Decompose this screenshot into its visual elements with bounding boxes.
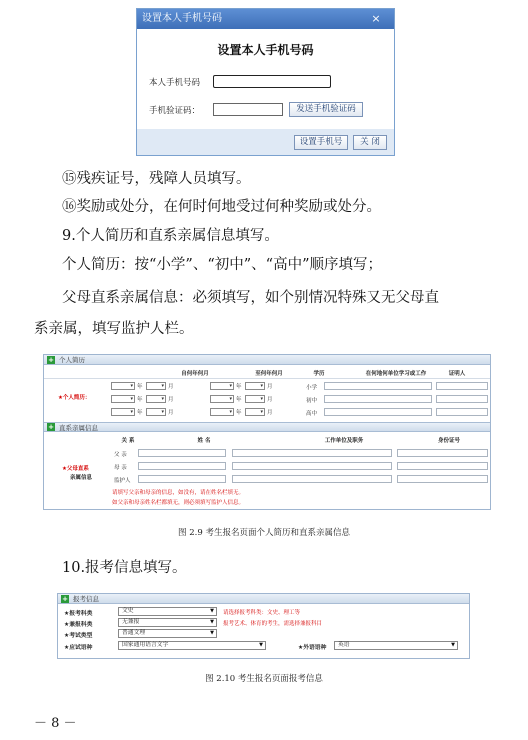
extra-subject-hint: 报考艺术、体育的考生，需选择兼报科目: [223, 621, 323, 627]
heading-10: 10.报考信息填写。: [62, 560, 187, 576]
father-name-input[interactable]: [138, 449, 226, 457]
mother-name-input[interactable]: [138, 462, 226, 470]
resume-row-label: ★个人简历：: [58, 395, 91, 401]
family-label: ★父母直系: [62, 466, 89, 472]
guardian-id-input[interactable]: [397, 475, 488, 483]
plus-icon: +: [48, 423, 54, 431]
section-exam-title: 报考信息: [73, 595, 99, 603]
foreign-language-label: ★外语语种: [298, 645, 327, 651]
chevron-down-icon: ▼: [451, 642, 455, 648]
section-resume-header: [44, 355, 490, 365]
col-from: 自何年何月: [181, 371, 209, 377]
place-input[interactable]: [324, 408, 432, 416]
place-input[interactable]: [324, 382, 432, 390]
col-edu: 学历: [313, 371, 325, 377]
paragraph-resume: 个人简历：按“小学”、“初中”、“高中”顺序填写；: [62, 257, 382, 273]
code-input[interactable]: [213, 103, 283, 116]
foreign-language-select[interactable]: 英语 ▼: [334, 641, 458, 650]
witness-input[interactable]: [436, 382, 488, 390]
paragraph-family-2: 系亲属，填写监护人栏。: [34, 321, 194, 337]
family-note-1: 请填写父亲和母亲的信息，如没有，请在姓名栏填无。: [112, 490, 245, 496]
phone-input[interactable]: [213, 75, 331, 88]
to-month-select[interactable]: ▾: [245, 395, 265, 403]
guardian-name-input[interactable]: [138, 475, 226, 483]
plus-icon: +: [48, 356, 54, 364]
col-to: 至何年何月: [255, 371, 283, 377]
from-month-select[interactable]: ▾: [146, 382, 166, 390]
chevron-down-icon: ▼: [210, 619, 214, 625]
code-label: 手机验证码：: [149, 106, 201, 116]
exam-subject-label: ★报考科类: [64, 611, 93, 617]
paragraph-reward: ⑯奖励或处分，在何时何地受过何种奖励或处分。: [62, 199, 381, 215]
father-work-input[interactable]: [232, 449, 392, 457]
paragraph-family-1: 父母直系亲属信息：必须填写，如个别情况特殊又无父母直: [62, 290, 439, 306]
to-year-select[interactable]: ▾: [210, 382, 234, 390]
section-resume-title: 个人简历: [59, 356, 85, 364]
family-note-2: 如父亲和母亲姓名栏都填无，则必须填写监护人信息。: [112, 500, 245, 506]
to-year-select[interactable]: ▾: [210, 395, 234, 403]
send-code-button[interactable]: 发送手机验证码: [289, 102, 363, 117]
figure-caption-2-9: 图 2.9 考生报名页面个人简历和直系亲属信息: [178, 528, 350, 538]
dialog-body: [137, 29, 394, 129]
relation-mother: 母 亲: [114, 465, 127, 471]
phone-dialog: [136, 8, 395, 156]
from-year-select[interactable]: ▾: [111, 382, 135, 390]
set-phone-button[interactable]: 设置手机号: [294, 135, 348, 150]
extra-subject-label: ★兼报科类: [64, 622, 93, 628]
plus-icon: +: [62, 595, 68, 603]
dialog-close-icon[interactable]: ×: [371, 12, 381, 25]
family-label-2: 亲属信息: [70, 475, 93, 481]
place-input[interactable]: [324, 395, 432, 403]
to-year-select[interactable]: ▾: [210, 408, 234, 416]
section-exam-header: [58, 594, 469, 604]
father-id-input[interactable]: [397, 449, 488, 457]
phone-label: 本人手机号码: [149, 78, 201, 88]
mother-id-input[interactable]: [397, 462, 488, 470]
col-witness: 证明人: [448, 371, 466, 377]
dialog-title-bar: 设置本人手机号码: [137, 9, 394, 29]
chevron-down-icon: ▼: [210, 608, 214, 614]
paragraph-disability: ⑮残疾证号，残障人员填写。: [62, 171, 251, 187]
level-senior: 高中: [306, 411, 318, 417]
relation-father: 父 亲: [114, 452, 127, 458]
dialog-footer: [137, 129, 394, 155]
exam-form: [57, 593, 470, 659]
chevron-down-icon: ▼: [259, 642, 263, 648]
close-button[interactable]: 关 闭: [353, 135, 387, 150]
from-year-select[interactable]: ▾: [111, 408, 135, 416]
family-col-relation: 关 系: [121, 438, 135, 444]
section-family-header: [44, 422, 490, 432]
to-month-select[interactable]: ▾: [245, 382, 265, 390]
chevron-down-icon: ▼: [210, 630, 214, 636]
section-family-title: 直系亲属信息: [59, 424, 98, 432]
exam-subject-hint: 请选择报考科类：文史、理工等: [223, 610, 301, 616]
exam-language-select[interactable]: 国家通用语言文字 ▼: [118, 641, 266, 650]
from-year-select[interactable]: ▾: [111, 395, 135, 403]
mother-work-input[interactable]: [232, 462, 392, 470]
heading-9: 9.个人简历和直系亲属信息填写。: [62, 228, 279, 244]
exam-language-label: ★应试语种: [64, 645, 93, 651]
exam-subject-select[interactable]: 文史 ▼: [118, 607, 217, 616]
family-col-id: 身份证号: [437, 438, 460, 444]
witness-input[interactable]: [436, 408, 488, 416]
from-month-select[interactable]: ▾: [146, 395, 166, 403]
relation-guardian: 监护人: [114, 478, 131, 484]
guardian-work-input[interactable]: [232, 475, 392, 483]
level-junior: 初中: [306, 398, 318, 404]
page-number: － 8 －: [34, 716, 77, 731]
to-month-select[interactable]: ▾: [245, 408, 265, 416]
resume-form: 个人简历 + 自何年何月 至何年何月 学历 在何地何单位学习或工作 证明人 ★个人简历： ▾ 年 ▾ 月 ▾ 年 ▾ 月 小学 ▾ 年 ▾ 月 ▾ 年 ▾ 月 初中 ▾ 年 ▾ 月 ▾ 年 ▾ 月 高中 直系亲属信息 + 关 系 姓 名 工作单位及职务 身份证号 ★父母直系 亲属信息 父 亲 母 亲 监护人 请填写父亲和母亲的信息，如没有，请在姓名栏填无。 如父亲和母亲姓名栏都填无，则必须填写监护人信息。: [43, 354, 491, 510]
level-primary: 小学: [306, 385, 318, 391]
family-col-work: 工作单位及职务: [324, 438, 364, 444]
witness-input[interactable]: [436, 395, 488, 403]
family-col-name: 姓 名: [197, 438, 211, 444]
exam-type-select[interactable]: 普通文理 ▼: [118, 629, 217, 638]
dialog-heading: 设置本人手机号码: [217, 43, 314, 57]
exam-type-label: ★考试类型: [64, 633, 93, 639]
figure-caption-2-10: 图 2.10 考生报名页面报考信息: [205, 674, 323, 684]
col-place: 在何地何单位学习或工作: [365, 371, 427, 377]
extra-subject-select[interactable]: 无兼报 ▼: [118, 618, 217, 627]
from-month-select[interactable]: ▾: [146, 408, 166, 416]
